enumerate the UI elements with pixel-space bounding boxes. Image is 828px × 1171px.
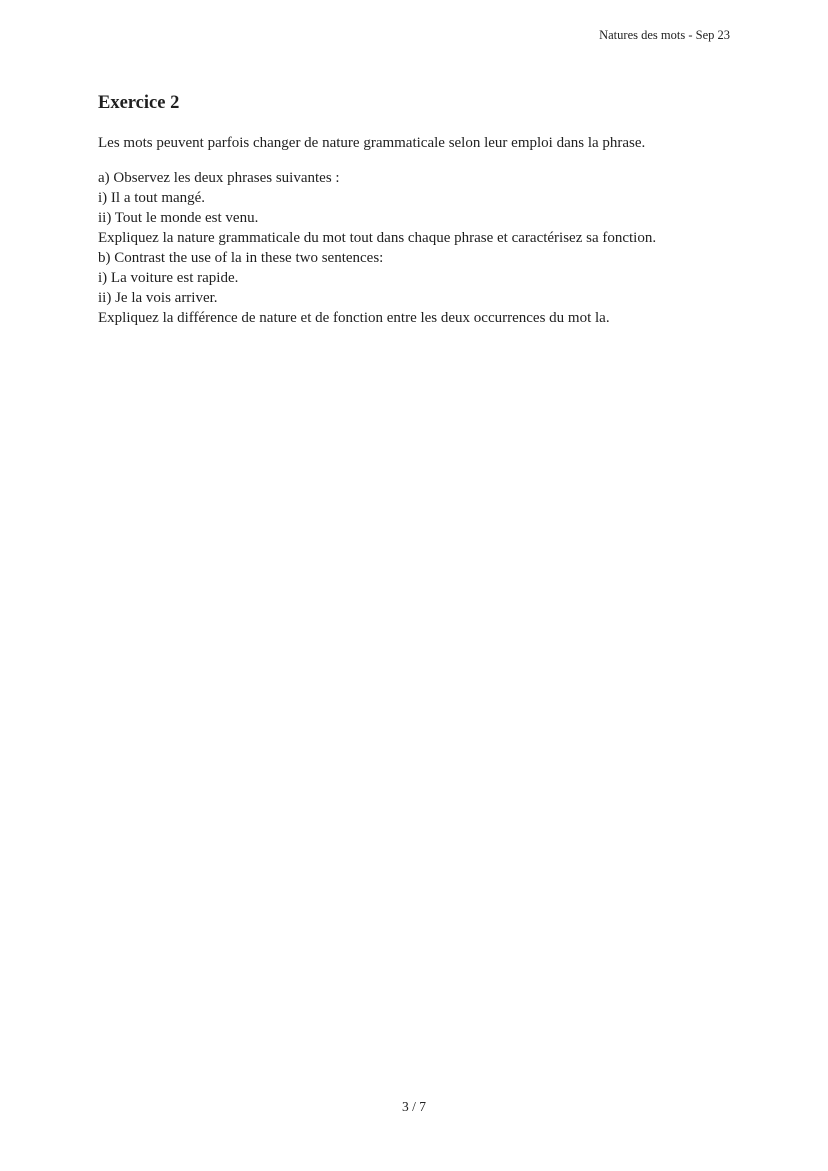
exercise-line-a-ii: ii) Tout le monde est venu. [98, 210, 259, 226]
exercise-line-b: b) Contrast the use of la in these two sentences: [98, 250, 384, 266]
exercise-line-b-question: Expliquez la différence de nature et de fonction entre les deux occurrences du mot la. [98, 310, 610, 326]
page-number: 3 / 7 [401, 1099, 426, 1114]
exercise-line-b-ii: ii) Je la vois arriver. [98, 290, 218, 306]
exercise-line-a: a) Observez les deux phrases suivantes : [98, 170, 340, 186]
exercise-line-a-question: Expliquez la nature grammaticale du mot tout dans chaque phrase et caractérisez sa fonction. [98, 230, 657, 246]
section-title: Exercice 2 [98, 93, 180, 113]
exercise-line-b-i: i) La voiture est rapide. [98, 270, 239, 286]
exercise-body [98, 168, 730, 328]
exercise-line-a-i: i) Il a tout mangé. [98, 190, 206, 206]
running-header: Natures des mots - Sep 23 [599, 28, 730, 42]
page-content [98, 92, 730, 328]
intro-paragraph: Les mots peuvent parfois changer de nature grammaticale selon leur emploi dans la phrase. [98, 135, 646, 151]
